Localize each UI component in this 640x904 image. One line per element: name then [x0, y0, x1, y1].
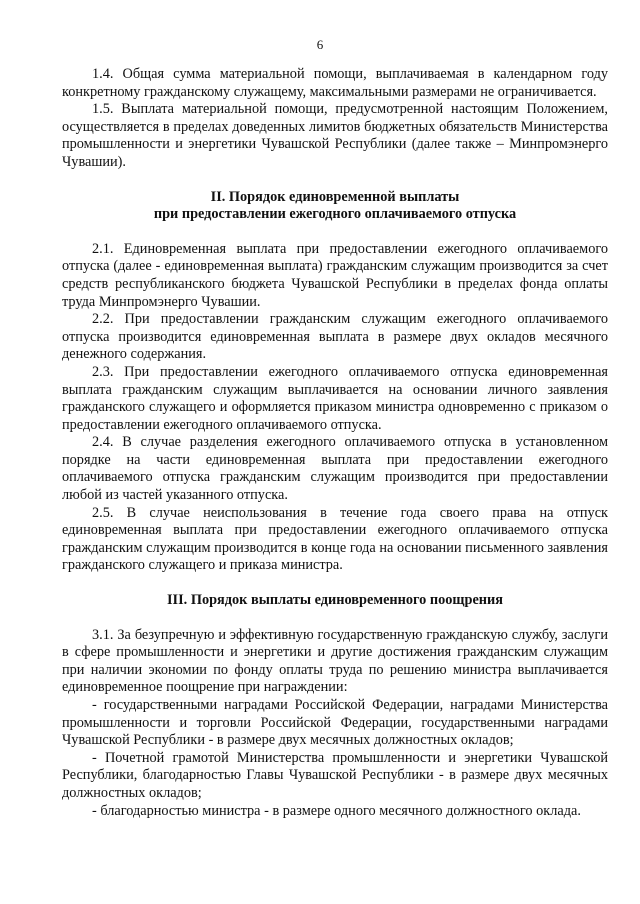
spacer	[62, 610, 608, 627]
page-number: 6	[316, 37, 324, 52]
paragraph-2-5: 2.5. В случае неиспользования в течение года своего права на отпуск единовременная выплата при предоставлении ежегодного оплачиваемого отпуска гражданским служащим производится в конце года на основании письменного заявления гражданского служащего и приказа министра.	[62, 504, 608, 574]
paragraph-3-1: 3.1. За безупречную и эффективную государственную гражданскую службу, заслуги в сфере промышленности и энергетики и другие достижения гражданским служащим при наличии экономии по фонду оплаты труда по решению министра выплачивается единовременное поощрение при награждении:	[62, 626, 608, 696]
paragraph-2-3: 2.3. При предоставлении ежегодного оплачиваемого отпуска единовременная выплата гражданским служащим выплачивается на основании личного заявления гражданского служащего и оформляется приказом министра одновременно с приказом о предоставлении ежегодного оплачиваемого отпуска.	[62, 363, 608, 433]
list-item-honorary-diploma: - Почетной грамотой Министерства промышленности и энергетики Чувашской Республики, благодарностью Главы Чувашской Республики - в размере двух месячных должностных окладов;	[62, 749, 608, 801]
paragraph-1-4: 1.4. Общая сумма материальной помощи, выплачиваемая в календарном году конкретному гражданскому служащему, максимальными размерами не ограничивается.	[62, 66, 608, 100]
section-2-title-line1: II. Порядок единовременной выплаты	[210, 188, 460, 205]
section-2-title-line2: при предоставлении ежегодного оплачиваемого отпуска	[153, 206, 517, 223]
document-body	[62, 66, 608, 820]
paragraph-2-4: 2.4. В случае разделения ежегодного оплачиваемого отпуска в установленном порядке на части единовременная выплата при предоставлении ежегодного оплачиваемого отпуска гражданским служащим производится при предоставлении любой из частей указанного отпуска.	[62, 434, 608, 504]
section-3-heading: III. Порядок выплаты единовременного поощрения	[166, 592, 504, 609]
paragraph-1-5: 1.5. Выплата материальной помощи, предусмотренной настоящим Положением, осуществляется в пределах доведенных лимитов бюджетных обязательств Министерства промышленности и энергетики Чувашской Республики (далее также – Минпромэнерго Чувашии).	[62, 101, 608, 170]
list-item-state-awards: - государственными наградами Российской Федерации, наградами Министерства промышленности и торговли Российской Федерации, государственными наградами Чувашской Республики - в размере двух месячных должностных окладов;	[62, 697, 608, 749]
spacer	[62, 172, 608, 189]
list-item-minister-gratitude: - благодарностью министра - в размере одного месячного должностного оклада.	[92, 802, 581, 819]
paragraph-2-2: 2.2. При предоставлении гражданским служащим ежегодного оплачиваемого отпуска производится единовременная выплата в размере двух окладов месячного денежного содержания.	[62, 311, 608, 363]
paragraph-2-1: 2.1. Единовременная выплата при предоставлении ежегодного оплачиваемого отпуска (далее - единовременная выплата) гражданским служащим производится за счет средств республиканского бюджета Чувашской Республики в пределах фонда оплаты труда Минпромэнерго Чувашии.	[62, 240, 608, 310]
spacer	[62, 224, 608, 241]
spacer	[62, 575, 608, 592]
section-2-heading	[62, 189, 608, 224]
